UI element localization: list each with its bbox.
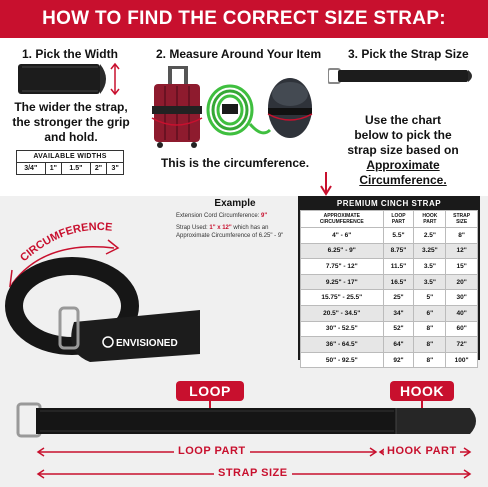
step2-body: This is the circumference.	[160, 156, 310, 170]
table-row	[301, 321, 478, 337]
chart-header: STRAP SIZE	[446, 211, 478, 228]
table-cell: 64"	[383, 337, 414, 353]
strap-size-label: STRAP SIZE	[214, 467, 292, 479]
table-cell: 15.75" - 25.5"	[301, 290, 384, 306]
table-cell: 36" - 64.5"	[301, 337, 384, 353]
step3-title: 3. Pick the Strap Size	[348, 47, 469, 61]
table-cell: 34"	[383, 305, 414, 321]
sleeping-bag-icon	[268, 78, 312, 138]
measure-items-illustration	[150, 64, 320, 150]
circumference-label-path: CIRCUMFERENCE	[18, 220, 113, 265]
table-cell: 30"	[446, 290, 478, 306]
full-strap-illustration	[14, 398, 484, 442]
example-title: Example	[214, 198, 256, 209]
table-cell: 60"	[446, 321, 478, 337]
table-cell: 2.5"	[414, 228, 446, 244]
table-cell: 5.5"	[383, 228, 414, 244]
table-cell: 11.5"	[383, 259, 414, 275]
table-cell: 72"	[446, 337, 478, 353]
table-cell: 3.5"	[414, 259, 446, 275]
step3-body-line: Approximate Circumference.	[359, 158, 447, 187]
table-cell: 25"	[383, 290, 414, 306]
size-chart-title: PREMIUM CINCH STRAP	[336, 199, 442, 208]
loop-label-text: LOOP	[189, 383, 231, 399]
table-cell: 16.5"	[383, 274, 414, 290]
size-chart-table	[300, 210, 478, 368]
table-cell: 8.75"	[383, 243, 414, 259]
strap-size-illustration	[328, 66, 478, 86]
example-used-value: 1" x 12"	[209, 225, 232, 231]
strap-width-illustration	[18, 62, 122, 96]
table-row	[301, 243, 478, 259]
hook-label-text: HOOK	[400, 383, 444, 399]
chart-header: HOOK PART	[414, 211, 446, 228]
table-cell: 52"	[383, 321, 414, 337]
pointer-line	[320, 170, 480, 198]
table-cell: 20"	[446, 274, 478, 290]
example-used-prefix: Strap Used:	[176, 225, 208, 231]
width-option: 1"	[45, 163, 62, 175]
table-cell: 6"	[414, 305, 446, 321]
example-circ-value: 9"	[261, 213, 268, 219]
table-row	[301, 228, 478, 244]
step1-title: 1. Pick the Width	[22, 47, 118, 61]
table-cell: 7.75" - 12"	[301, 259, 384, 275]
table-cell: 40"	[446, 305, 478, 321]
loop-part-label: LOOP PART	[174, 445, 250, 457]
table-cell: 3.25"	[414, 243, 446, 259]
brand-name: ENVISIONED	[116, 338, 178, 349]
cord-icon	[208, 86, 270, 134]
example-used-suffix: which has an Approximate Circumference of 6.25" - 9"	[176, 225, 284, 239]
table-cell: 92"	[383, 352, 414, 368]
looped-strap-illustration	[4, 212, 204, 374]
table-row	[301, 259, 478, 275]
table-cell: 20.5" - 34.5"	[301, 305, 384, 321]
table-cell: 5"	[414, 290, 446, 306]
table-cell: 8"	[414, 352, 446, 368]
table-cell: 3.5"	[414, 274, 446, 290]
step3-body-line: strap size based on	[347, 143, 459, 157]
table-cell: 4" - 6"	[301, 228, 384, 244]
table-row	[301, 305, 478, 321]
table-cell: 9.25" - 17"	[301, 274, 384, 290]
table-cell: 8"	[414, 321, 446, 337]
widths-header: AVAILABLE WIDTHS	[17, 151, 124, 163]
width-option: 1.5"	[62, 163, 91, 175]
table-cell: 50" - 92.5"	[301, 352, 384, 368]
page-title-banner	[0, 0, 488, 38]
available-widths-table	[16, 150, 124, 175]
chart-header: LOOP PART	[383, 211, 414, 228]
chart-header: APPROXIMATE CIRCUMFERENCE	[301, 211, 384, 228]
step3-body-line: Use the chart	[364, 113, 442, 127]
example-circ-label: Extension Cord Circumference:	[176, 213, 260, 219]
table-row	[301, 352, 478, 368]
step2-title: 2. Measure Around Your Item	[156, 47, 322, 61]
table-row	[301, 337, 478, 353]
table-row	[301, 290, 478, 306]
table-row	[301, 274, 478, 290]
suitcase-icon	[152, 66, 202, 148]
width-option: 3"	[107, 163, 124, 175]
table-cell: 30" - 52.5"	[301, 321, 384, 337]
step3-body-line: below to pick the	[354, 128, 452, 142]
table-cell: 100"	[446, 352, 478, 368]
size-chart-body	[301, 228, 478, 368]
step1-body: The wider the strap, the stronger the grip and hold.	[12, 100, 130, 144]
size-chart	[298, 196, 480, 364]
table-cell: 15"	[446, 259, 478, 275]
table-cell: 12"	[446, 243, 478, 259]
table-cell: 6.25" - 9"	[301, 243, 384, 259]
page-title: HOW TO FIND THE CORRECT SIZE STRAP:	[42, 8, 446, 29]
width-option: 2"	[90, 163, 107, 175]
table-cell: 8"	[414, 337, 446, 353]
table-cell: 8"	[446, 228, 478, 244]
hook-part-label: HOOK PART	[384, 445, 460, 457]
width-option: 3/4"	[17, 163, 46, 175]
